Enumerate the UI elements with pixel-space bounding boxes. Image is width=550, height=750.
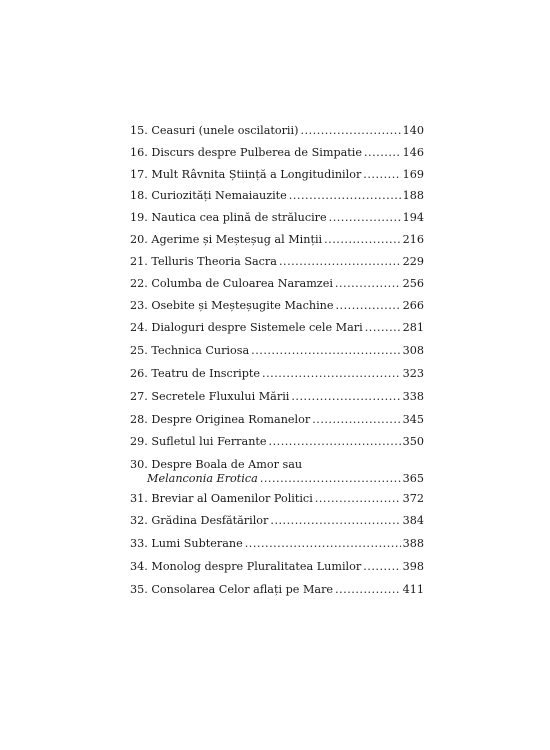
entry-number: 16. (130, 146, 148, 159)
entry-line (130, 514, 424, 528)
toc-entry (130, 168, 424, 182)
dot-leader (364, 146, 401, 160)
toc-entry (130, 492, 424, 506)
entry-number: 20. (130, 233, 148, 246)
toc-entry (130, 146, 424, 160)
toc-entry (130, 344, 424, 358)
entry-title: Agerime și Meșteșug al Minții (151, 233, 323, 246)
entry-line (130, 168, 424, 182)
toc-entry (130, 560, 424, 574)
entry-title: Nautica cea plină de strălucire (151, 211, 327, 224)
entry-title: Breviar al Oamenilor Politici (151, 492, 313, 505)
page-number: 188 (402, 189, 424, 202)
dot-leader (315, 492, 401, 506)
dot-leader (335, 277, 401, 291)
entry-title-continued: Melanconia Erotica (147, 472, 258, 485)
dot-leader (312, 413, 400, 427)
entry-title: Monolog despre Pluralitatea Lumilor (151, 560, 362, 573)
entry-number: 17. (130, 168, 148, 181)
dot-leader (279, 255, 401, 269)
entry-line (130, 537, 424, 551)
entry-line (130, 233, 424, 247)
entry-title-group (130, 211, 327, 225)
dot-leader (300, 124, 400, 138)
entry-title-group (130, 413, 310, 427)
entry-title: Despre Boala de Amor sau (151, 458, 303, 471)
page-number: 308 (402, 344, 424, 357)
entry-line (130, 472, 424, 486)
toc-entry (130, 124, 424, 138)
entry-title: Sufletul lui Ferrante (151, 435, 267, 448)
entry-line (130, 344, 424, 358)
dot-leader (324, 233, 401, 247)
dot-leader (289, 189, 401, 203)
toc-entry (130, 255, 424, 269)
page-number: 398 (402, 560, 424, 573)
entry-number: 25. (130, 344, 148, 357)
entry-number: 28. (130, 413, 148, 426)
entry-title: Telluris Theoria Sacra (151, 255, 277, 268)
page-number: 372 (402, 492, 424, 505)
entry-title-group (130, 146, 362, 160)
entry-number: 32. (130, 514, 148, 527)
dot-leader (251, 344, 400, 358)
toc-entry (130, 390, 424, 404)
entry-number: 27. (130, 390, 148, 403)
entry-title-group (130, 321, 363, 335)
dot-leader (270, 514, 400, 528)
entry-title: Technica Curiosa (151, 344, 250, 357)
toc-entry (130, 211, 424, 225)
page-number: 384 (402, 514, 424, 527)
toc-entry (130, 413, 424, 427)
entry-number: 23. (130, 299, 148, 312)
entry-title-group (130, 189, 287, 203)
dot-leader (335, 299, 400, 313)
dot-leader (363, 560, 400, 574)
page-number: 388 (402, 537, 424, 550)
page-number: 338 (402, 390, 424, 403)
entry-number: 29. (130, 435, 148, 448)
entry-line (130, 492, 424, 506)
entry-title-group (130, 492, 313, 506)
page-number: 345 (402, 413, 424, 426)
entry-number: 19. (130, 211, 148, 224)
entry-line (130, 277, 424, 291)
entry-number: 15. (130, 124, 148, 137)
entry-line (130, 124, 424, 138)
page-number: 216 (402, 233, 424, 246)
entry-title-group (130, 367, 260, 381)
entry-title: Mult Râvnita Știință a Longitudinilor (151, 168, 362, 181)
page-number: 140 (402, 124, 424, 137)
page-number: 169 (402, 168, 424, 181)
entry-title-group (130, 560, 361, 574)
dot-leader (363, 168, 400, 182)
entry-number: 21. (130, 255, 148, 268)
entry-line (130, 211, 424, 225)
entry-number: 26. (130, 367, 148, 380)
entry-title: Secretele Fluxului Mării (151, 390, 290, 403)
entry-line (130, 560, 424, 574)
entry-number: 33. (130, 537, 148, 550)
entry-number: 24. (130, 321, 148, 334)
page-number: 411 (402, 583, 424, 596)
toc-entry (130, 189, 424, 203)
entry-title-group (130, 277, 333, 291)
entry-line (130, 255, 424, 269)
entry-line (130, 299, 424, 313)
entry-title-group (130, 255, 277, 269)
entry-number: 34. (130, 560, 148, 573)
page-number: 281 (402, 321, 424, 334)
toc-entry (130, 367, 424, 381)
entry-line (130, 367, 424, 381)
page-number: 194 (402, 211, 424, 224)
dot-leader (269, 435, 401, 449)
dot-leader (291, 390, 400, 404)
entry-title-group (130, 124, 298, 138)
entry-title-group (130, 344, 249, 358)
dot-leader (335, 583, 401, 597)
dot-leader (365, 321, 401, 335)
entry-title: Curiozități Nemaiauzite (151, 189, 287, 202)
entry-line (130, 435, 424, 449)
entry-number: 22. (130, 277, 148, 290)
entry-title-group (130, 583, 333, 597)
entry-title: Dialoguri despre Sistemele cele Mari (151, 321, 363, 334)
toc-entry (130, 458, 424, 486)
toc-entry (130, 321, 424, 335)
entry-title-group (130, 435, 267, 449)
page-number: 146 (402, 146, 424, 159)
entry-number: 30. (130, 458, 148, 471)
entry-line (130, 189, 424, 203)
entry-title-group (130, 233, 322, 247)
entry-line (130, 321, 424, 335)
toc-entry (130, 537, 424, 551)
dot-leader (245, 537, 401, 551)
entry-title-group (130, 299, 333, 313)
entry-line (130, 146, 424, 160)
page-number: 323 (402, 367, 424, 380)
entry-title: Lumi Subterane (151, 537, 243, 550)
page-number: 350 (402, 435, 424, 448)
entry-number: 18. (130, 189, 148, 202)
page-number: 266 (402, 299, 424, 312)
toc-entry (130, 514, 424, 528)
entry-number: 31. (130, 492, 148, 505)
entry-line (130, 413, 424, 427)
entry-title-group (130, 537, 243, 551)
entry-line (130, 390, 424, 404)
entry-title: Grădina Desfătărilor (151, 514, 269, 527)
toc-entry (130, 233, 424, 247)
toc-entry (130, 299, 424, 313)
page-number: 256 (402, 277, 424, 290)
entry-title: Consolarea Celor aflați pe Mare (151, 583, 334, 596)
entry-title: Osebite și Meșteșugite Machine (151, 299, 334, 312)
entry-title-line (130, 458, 424, 472)
page-number: 229 (402, 255, 424, 268)
entry-title: Despre Originea Romanelor (151, 413, 311, 426)
entry-title-group (130, 168, 361, 182)
entry-line (130, 583, 424, 597)
entry-title-group (130, 390, 289, 404)
page-number: 365 (402, 472, 424, 485)
toc-entry (130, 277, 424, 291)
dot-leader (262, 367, 401, 381)
entry-title: Discurs despre Pulberea de Simpatie (151, 146, 362, 159)
entry-title: Teatru de Inscripte (151, 367, 261, 380)
entry-title: Ceasuri (unele oscilatorii) (151, 124, 299, 137)
entry-title: Columba de Culoarea Naramzei (151, 277, 333, 290)
toc-entry (130, 435, 424, 449)
entry-number: 35. (130, 583, 148, 596)
dot-leader (329, 211, 401, 225)
dot-leader (260, 472, 401, 486)
toc-entry (130, 583, 424, 597)
entry-title-group (130, 514, 268, 528)
